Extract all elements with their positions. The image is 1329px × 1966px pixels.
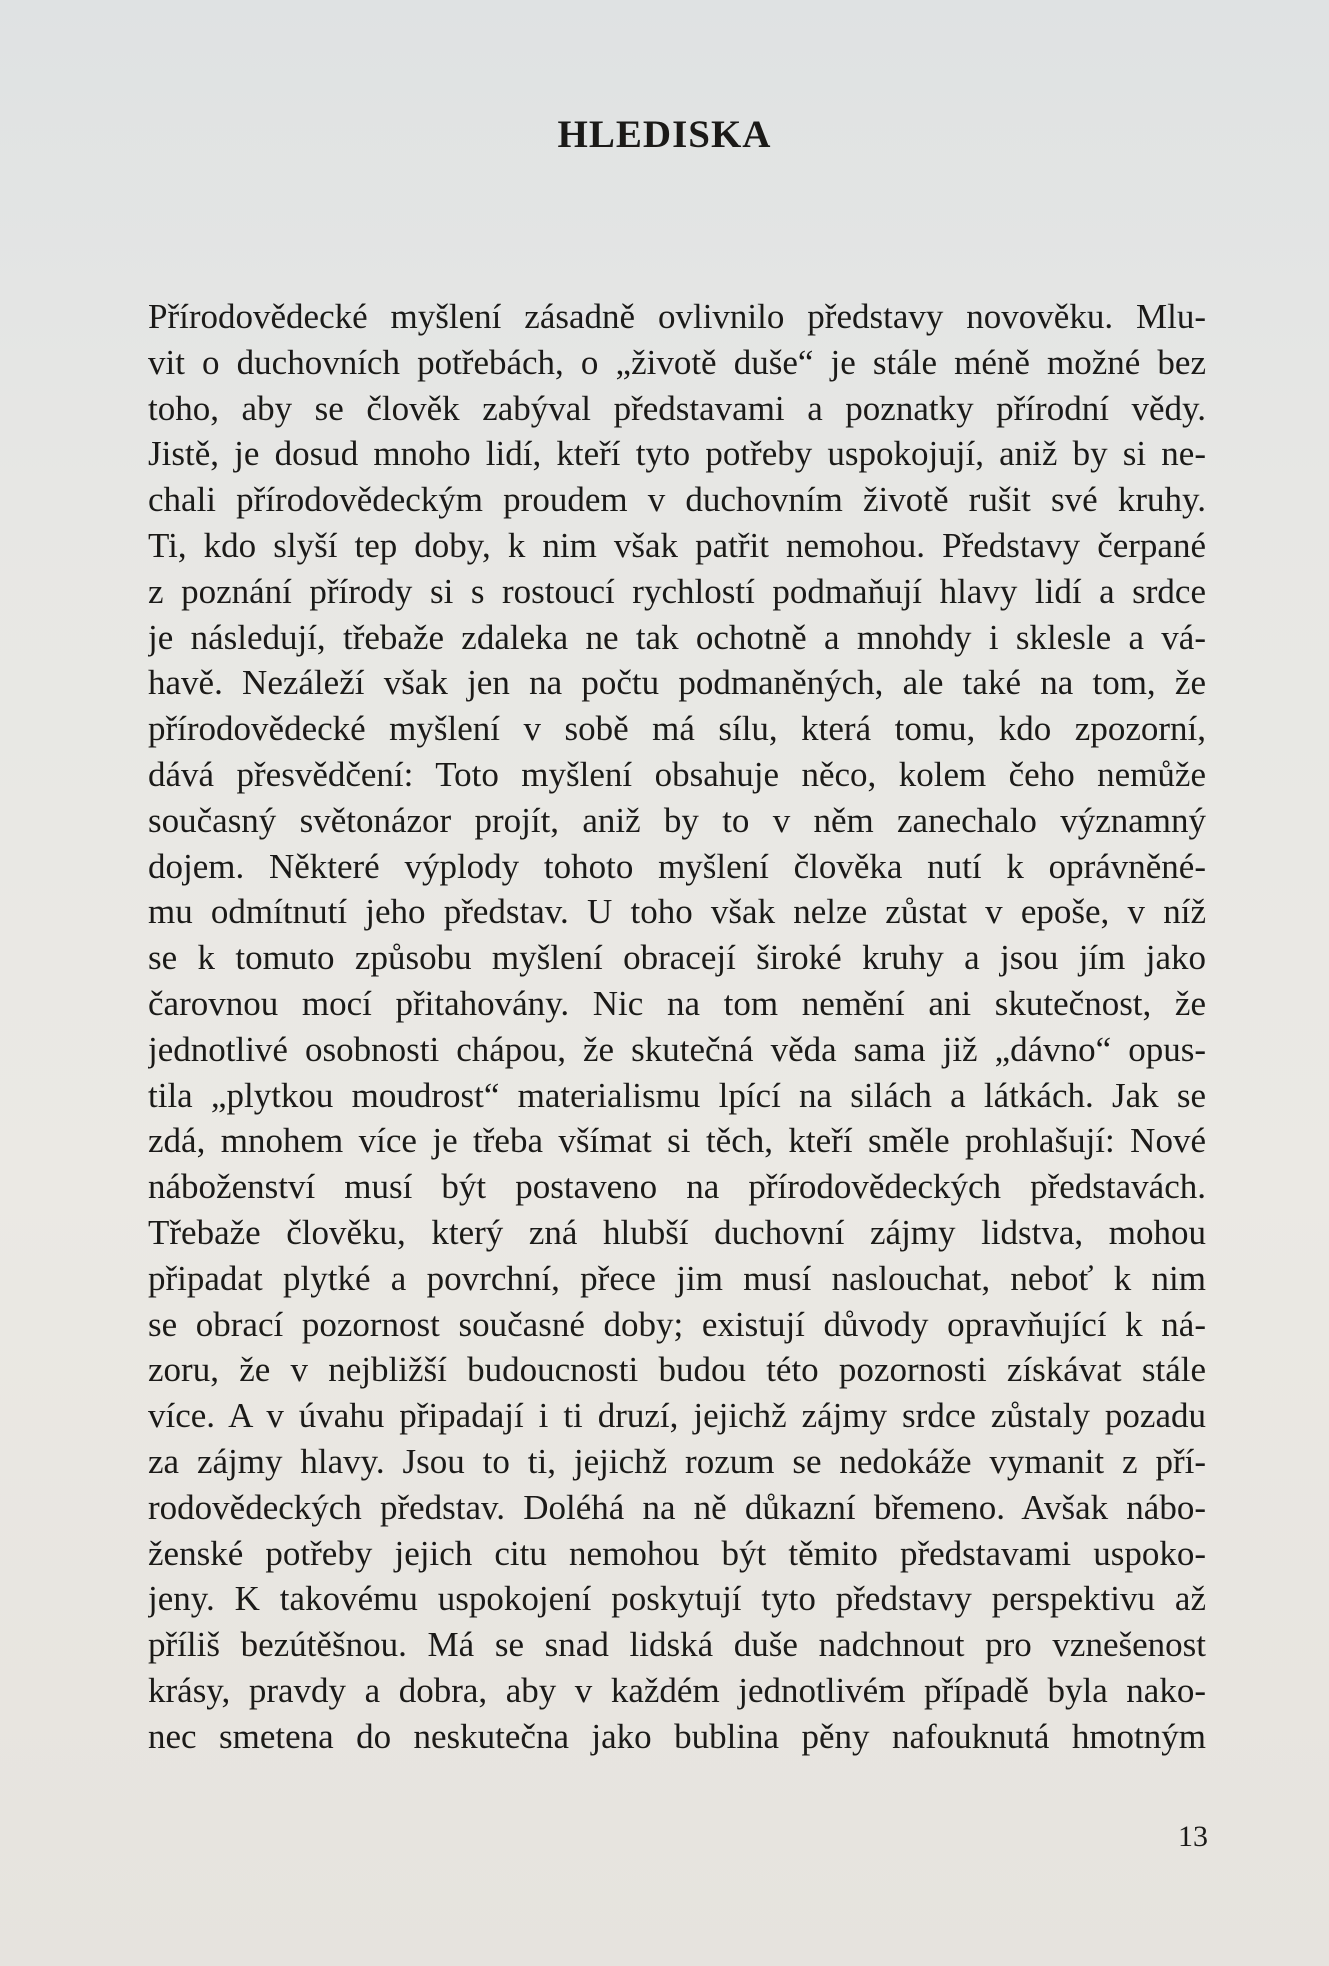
text-line: Třebaže člověku, který zná hlubší duchovní zájmy lidstva, mohou [148, 1212, 1206, 1252]
text-line: toho, aby se člověk zabýval představami a poznatky přírodní vědy. [148, 388, 1206, 428]
text-line: z poznání přírody si s rostoucí rychlostí podmaňují hlavy lidí a srdce [148, 571, 1206, 611]
text-line: za zájmy hlavy. Jsou to ti, jejichž rozum se nedokáže vymanit z pří- [148, 1441, 1206, 1481]
text-line: jeny. K takovému uspokojení poskytují tyto představy perspektivu až [148, 1579, 1206, 1619]
text-line: krásy, pravdy a dobra, aby v každém jednotlivém případě byla nako- [148, 1670, 1206, 1710]
text-line: vit o duchovních potřebách, o „životě duše“ je stále méně možné bez [148, 342, 1206, 382]
text-line: Ti, kdo slyší tep doby, k nim však patřit nemohou. Představy čerpané [148, 525, 1206, 565]
text-line: náboženství musí být postaveno na přírodovědeckých představách. [148, 1167, 1206, 1207]
body-text [148, 294, 1206, 1760]
text-line: Jistě, je dosud mnoho lidí, kteří tyto potřeby uspokojují, aniž by si ne- [148, 434, 1206, 474]
text-line: nec smetena do neskutečna jako bublina pěny nafouknutá hmotným [148, 1716, 1206, 1756]
page-number: 13 [1178, 1820, 1208, 1853]
text-line: ženské potřeby jejich citu nemohou být těmito představami uspoko- [148, 1533, 1206, 1573]
text-line: je následují, třebaže zdaleka ne tak ochotně a mnohdy i sklesle a vá- [148, 617, 1206, 657]
text-line: jednotlivé osobnosti chápou, že skutečná věda sama již „dávno“ opus- [148, 1029, 1206, 1069]
text-line: chali přírodovědeckým proudem v duchovním životě rušit své kruhy. [148, 480, 1206, 520]
text-line: Přírodovědecké myšlení zásadně ovlivnilo představy novověku. Mlu- [148, 297, 1206, 336]
text-line: zoru, že v nejbližší budoucnosti budou této pozornosti získávat stále [148, 1350, 1206, 1390]
text-line: tila „plytkou moudrost“ materialismu lpící na silách a látkách. Jak se [148, 1075, 1206, 1115]
text-line: dojem. Některé výplody tohoto myšlení člověka nutí k oprávněné- [148, 846, 1206, 886]
text-line: havě. Nezáleží však jen na počtu podmaněných, ale také na tom, že [148, 663, 1206, 703]
text-line: zdá, mnohem více je třeba všímat si těch, kteří směle prohlašují: Nové [148, 1121, 1206, 1161]
text-line: příliš bezútěšnou. Má se snad lidská duše nadchnout pro vznešenost [148, 1625, 1206, 1665]
text-line: se obrací pozornost současné doby; existují důvody opravňující k ná- [148, 1304, 1206, 1344]
chapter-heading: HLEDISKA [557, 113, 772, 156]
text-line: se k tomuto způsobu myšlení obracejí široké kruhy a jsou jím jako [148, 938, 1206, 978]
text-line: současný světonázor projít, aniž by to v něm zanechalo významný [148, 800, 1206, 840]
text-line: přírodovědecké myšlení v sobě má sílu, která tomu, kdo zpozorní, [148, 709, 1206, 749]
text-line: připadat plytké a povrchní, přece jim musí naslouchat, neboť k nim [148, 1258, 1206, 1298]
text-line: více. A v úvahu připadají i ti druzí, jejichž zájmy srdce zůstaly pozadu [148, 1396, 1206, 1436]
text-line: dává přesvědčení: Toto myšlení obsahuje něco, kolem čeho nemůže [148, 754, 1206, 794]
text-line: mu odmítnutí jeho představ. U toho však nelze zůstat v epoše, v níž [148, 892, 1206, 932]
text-line: čarovnou mocí přitahovány. Nic na tom nemění ani skutečnost, že [148, 983, 1206, 1023]
text-line: rodovědeckých představ. Doléhá na ně důkazní břemeno. Avšak nábo- [148, 1487, 1206, 1527]
